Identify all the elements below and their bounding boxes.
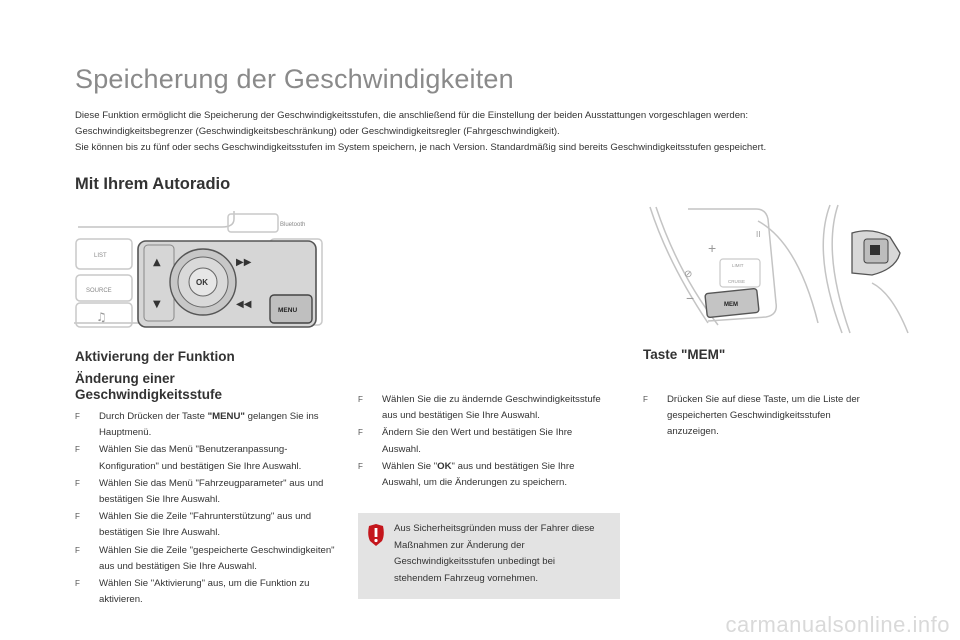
list-item: F Wählen Sie das Menü "Benutzeranpassung-Konfiguration" und bestätigen Sie Ihre Auswahl. xyxy=(75,444,302,472)
mem-heading: Taste "MEM" xyxy=(643,347,726,362)
mem-button-label: MEM xyxy=(724,302,738,308)
page-title: Speicherung der Geschwindigkeiten xyxy=(75,64,514,94)
steering-side-figure xyxy=(812,203,912,343)
list-label: LIST xyxy=(94,253,107,259)
pause-icon: II xyxy=(756,230,761,239)
warning-icon xyxy=(366,523,386,547)
note-icon: ♫ xyxy=(96,310,107,324)
change-steps xyxy=(358,392,608,492)
activation-heading: Aktivierung der Funktion xyxy=(75,349,235,364)
change-heading: Änderung einer Geschwindigkeitsstufe xyxy=(75,371,223,402)
list-item: F Wählen Sie "Aktivierung" aus, um die Funktion zu aktivieren. xyxy=(75,578,310,606)
list-item: F Durch Drücken der Taste "MENU" gelangen Sie ins Hauptmenü. xyxy=(75,411,319,439)
list-item: F Wählen Sie die Zeile "gespeicherte Geschwindigkeiten" aus und bestätigen Sie Ihre Auswahl. xyxy=(75,544,335,572)
list-item: F Drücken Sie auf diese Taste, um die Liste der gespeicherten Geschwindigkeitsstufen anzuzeigen. xyxy=(643,394,860,438)
steering-controls-figure xyxy=(648,203,824,343)
warning-box xyxy=(358,513,620,599)
intro-line: Diese Funktion ermöglicht die Speicherung der Geschwindigkeitsstufen, die anschließend für die Einstellung der beiden Ausstattungen vorgeschlagen werden: xyxy=(75,110,749,121)
intro-line: Sie können bis zu fünf oder sechs Geschwindigkeitsstufen im System speichern, je nach Version. Standardmäßig sind bereits Geschwindigkeitsstufen gespeichert. xyxy=(75,142,767,153)
plus-icon: + xyxy=(708,240,717,256)
source-label: SOURCE xyxy=(86,288,112,294)
list-item: F Wählen Sie "OK" aus und bestätigen Sie Ihre Auswahl, um die Änderungen zu speichern. xyxy=(358,460,575,489)
list-item: F Wählen Sie das Menü "Fahrzeugparameter" aus und bestätigen Sie Ihre Auswahl. xyxy=(75,477,324,506)
menu-button-label: MENU xyxy=(278,307,298,314)
list-item: F Wählen Sie die zu ändernde Geschwindigkeitsstufe aus und bestätigen Sie Ihre Auswahl. xyxy=(358,394,601,422)
cruise-label: CRUISE xyxy=(728,279,746,284)
radio-panel-figure xyxy=(72,205,334,330)
list-item: F Ändern Sie den Wert und bestätigen Sie Ihre Auswahl. xyxy=(358,427,573,455)
activation-steps xyxy=(75,409,337,609)
up-arrow-icon: ▲ xyxy=(153,257,161,268)
limit-label: LIMIT xyxy=(732,263,744,268)
down-arrow-icon: ▼ xyxy=(153,299,161,310)
speed-icon: ⊘ xyxy=(684,269,693,280)
footer-watermark: carmanualsonline.info xyxy=(725,612,950,637)
minus-icon: − xyxy=(686,290,695,306)
next-icon: ▶▶ xyxy=(236,257,252,268)
list-item: F Wählen Sie die Zeile "Fahrunterstützung" aus und bestätigen Sie Ihre Auswahl. xyxy=(75,511,312,539)
ok-knob-label: OK xyxy=(196,278,208,287)
intro-text xyxy=(75,108,895,156)
bluetooth-label: Bluetooth xyxy=(280,222,306,228)
warning-text: Aus Sicherheitsgründen muss der Fahrer diese Maßnahmen zur Änderung der Geschwindigkeitsstufen unbedingt bei stehendem Fahrzeug vornehmen. xyxy=(394,523,595,584)
prev-icon: ◀◀ xyxy=(236,299,252,310)
mem-steps xyxy=(643,392,883,442)
intro-line: Geschwindigkeitsbegrenzer (Geschwindigkeitsbeschränkung) oder Geschwindigkeitsregler (Fahrgeschwindigkeit). xyxy=(75,126,560,137)
radio-heading: Mit Ihrem Autoradio xyxy=(75,175,231,193)
